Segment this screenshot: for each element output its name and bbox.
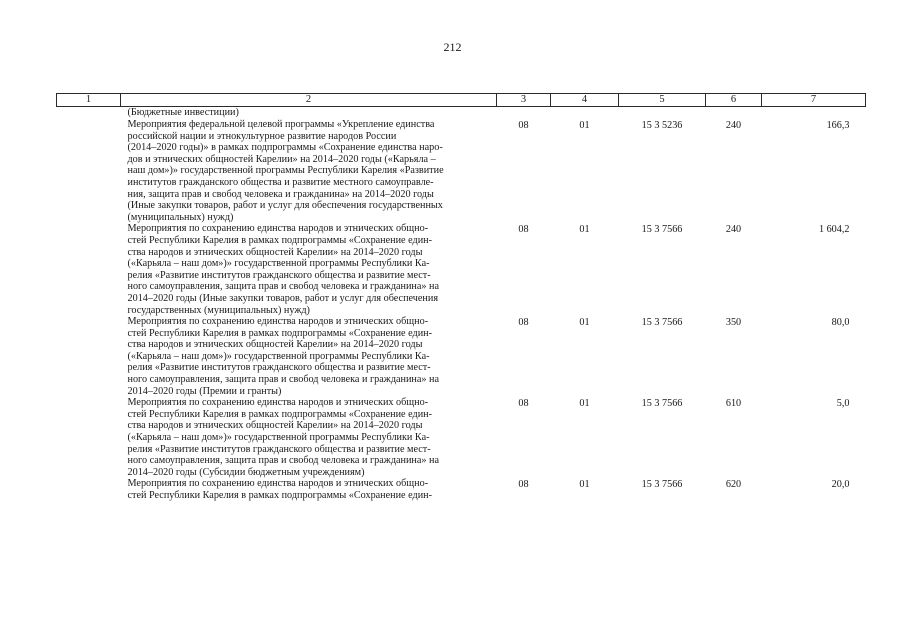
header-col-6: 6	[706, 94, 762, 107]
description-line: наш дом»)» государственной программы Республики Карелия «Развитие	[127, 165, 444, 177]
description-line: Мероприятия по сохранению единства народов и этнических общно-	[127, 316, 429, 328]
description-line: 2014–2020 годы (Субсидии бюджетным учреждениям)	[127, 466, 365, 478]
cell-col-1	[57, 316, 121, 397]
table-row	[57, 478, 866, 501]
description-line: Мероприятия по сохранению единства народов и этнических общно-	[127, 223, 429, 235]
description-line: ного самоуправления, защита прав и свобод человека и гражданина» на	[127, 374, 440, 386]
fragment-text: (Бюджетные инвестиции)	[127, 107, 239, 118]
description-line: ства народов и этнических общностей Карелии» на 2014–2020 годы	[127, 339, 423, 351]
header-col-2: 2	[121, 94, 497, 107]
cell-expense-type: 350	[725, 317, 742, 329]
description-line: релия «Развитие институтов гражданского общества и развитие мест-	[127, 269, 431, 281]
cell-target-article: 15 3 5236	[641, 120, 683, 131]
table-row-fragment	[57, 107, 866, 120]
budget-table	[56, 93, 866, 502]
header-col-5: 5	[619, 94, 706, 107]
description-line: ства народов и этнических общностей Карелии» на 2014–2020 годы	[127, 246, 423, 258]
description-line: релия «Развитие институтов гражданского общества и развитие мест-	[127, 443, 431, 455]
cell-target-article: 15 3 7566	[641, 479, 683, 491]
description-line: Мероприятия федеральной целевой программы «Укрепление единства	[127, 119, 435, 130]
table-row	[57, 316, 866, 397]
cell-section: 08	[518, 224, 529, 236]
description-line: Мероприятия по сохранению единства народов и этнических общно-	[127, 478, 429, 490]
cell-amount: 166,3	[826, 120, 850, 131]
description-line: ния, защита прав и свобод человека и гражданина» на 2014–2020 годы	[127, 188, 434, 200]
cell-target-article: 15 3 7566	[641, 224, 683, 236]
header-col-3: 3	[497, 94, 551, 107]
description-line: институтов гражданского общества и развитие местного самоуправле-	[127, 176, 434, 188]
description-line: стей Республики Карелия в рамках подпрограммы «Сохранение един-	[127, 490, 432, 501]
cell-col-1	[57, 478, 121, 501]
cell-amount: 5,0	[836, 398, 850, 410]
description-line: российской нации и этнокультурное развитие народов России	[127, 130, 397, 142]
description-line: государственных (муниципальных) нужд)	[127, 304, 310, 316]
cell-target-article: 15 3 7566	[641, 317, 683, 329]
cell-subsection: 01	[579, 479, 590, 491]
cell-col-1	[57, 397, 121, 478]
cell-target-article: 15 3 7566	[641, 398, 683, 410]
description-line: дов и этнических общностей Карелии» на 2014–2020 годы («Карьяла –	[127, 153, 436, 165]
cell-expense-type: 620	[725, 479, 742, 491]
cell-amount: 1 604,2	[818, 224, 850, 236]
cell-section: 08	[518, 317, 529, 329]
description-line: (2014–2020 годы)» в рамках подпрограммы «Сохранение единства наро-	[127, 142, 443, 154]
cell-expense-type: 610	[725, 398, 742, 410]
description-line: 2014–2020 годы (Премии и гранты)	[127, 385, 282, 397]
cell-subsection: 01	[579, 398, 590, 410]
cell-amount: 20,0	[831, 479, 850, 491]
cell-description	[121, 478, 497, 501]
cell-description	[121, 397, 497, 478]
cell-col-1	[57, 223, 121, 316]
page-number: 212	[443, 40, 462, 54]
description-line: ного самоуправления, защита прав и свобод человека и гражданина» на	[127, 455, 440, 467]
cell-subsection: 01	[579, 317, 590, 329]
description-line: (Иные закупки товаров, работ и услуг для обеспечения государственных	[127, 200, 443, 212]
cell-expense-type: 240	[725, 120, 742, 131]
description-line: («Карьяла – наш дом»)» государственной программы Республики Ка-	[127, 350, 430, 362]
description-line: ства народов и этнических общностей Карелии» на 2014–2020 годы	[127, 420, 423, 432]
header-col-7: 7	[762, 94, 866, 107]
header-row	[57, 94, 866, 107]
description-line: («Карьяла – наш дом»)» государственной программы Республики Ка-	[127, 432, 430, 444]
description-line: стей Республики Карелия в рамках подпрограммы «Сохранение един-	[127, 408, 432, 420]
description-line: («Карьяла – наш дом»)» государственной программы Республики Ка-	[127, 258, 430, 270]
description-line: 2014–2020 годы (Иные закупки товаров, работ и услуг для обеспечения	[127, 292, 439, 304]
cell-subsection: 01	[579, 224, 590, 236]
cell-description	[121, 119, 497, 223]
description-line: стей Республики Карелия в рамках подпрограммы «Сохранение един-	[127, 327, 432, 339]
table-body	[57, 107, 866, 502]
table-row	[57, 397, 866, 478]
cell-col-1	[57, 119, 121, 223]
cell-description	[121, 223, 497, 316]
cell-section: 08	[518, 398, 529, 410]
cell-expense-type: 240	[725, 224, 742, 236]
cell-subsection: 01	[579, 120, 590, 131]
description-line: стей Республики Карелия в рамках подпрограммы «Сохранение един-	[127, 234, 432, 246]
table-row	[57, 223, 866, 316]
header-col-1: 1	[57, 94, 121, 107]
description-line: ного самоуправления, защита прав и свобод человека и гражданина» на	[127, 281, 440, 293]
table-header	[57, 94, 866, 107]
description-line: Мероприятия по сохранению единства народов и этнических общно-	[127, 397, 429, 409]
table-row	[57, 119, 866, 223]
cell-amount: 80,0	[831, 317, 850, 329]
cell-section: 08	[518, 120, 529, 131]
description-line: релия «Развитие институтов гражданского общества и развитие мест-	[127, 362, 431, 374]
description-line: (муниципальных) нужд)	[127, 211, 234, 223]
cell-description	[121, 316, 497, 397]
header-col-4: 4	[551, 94, 619, 107]
cell-section: 08	[518, 479, 529, 491]
